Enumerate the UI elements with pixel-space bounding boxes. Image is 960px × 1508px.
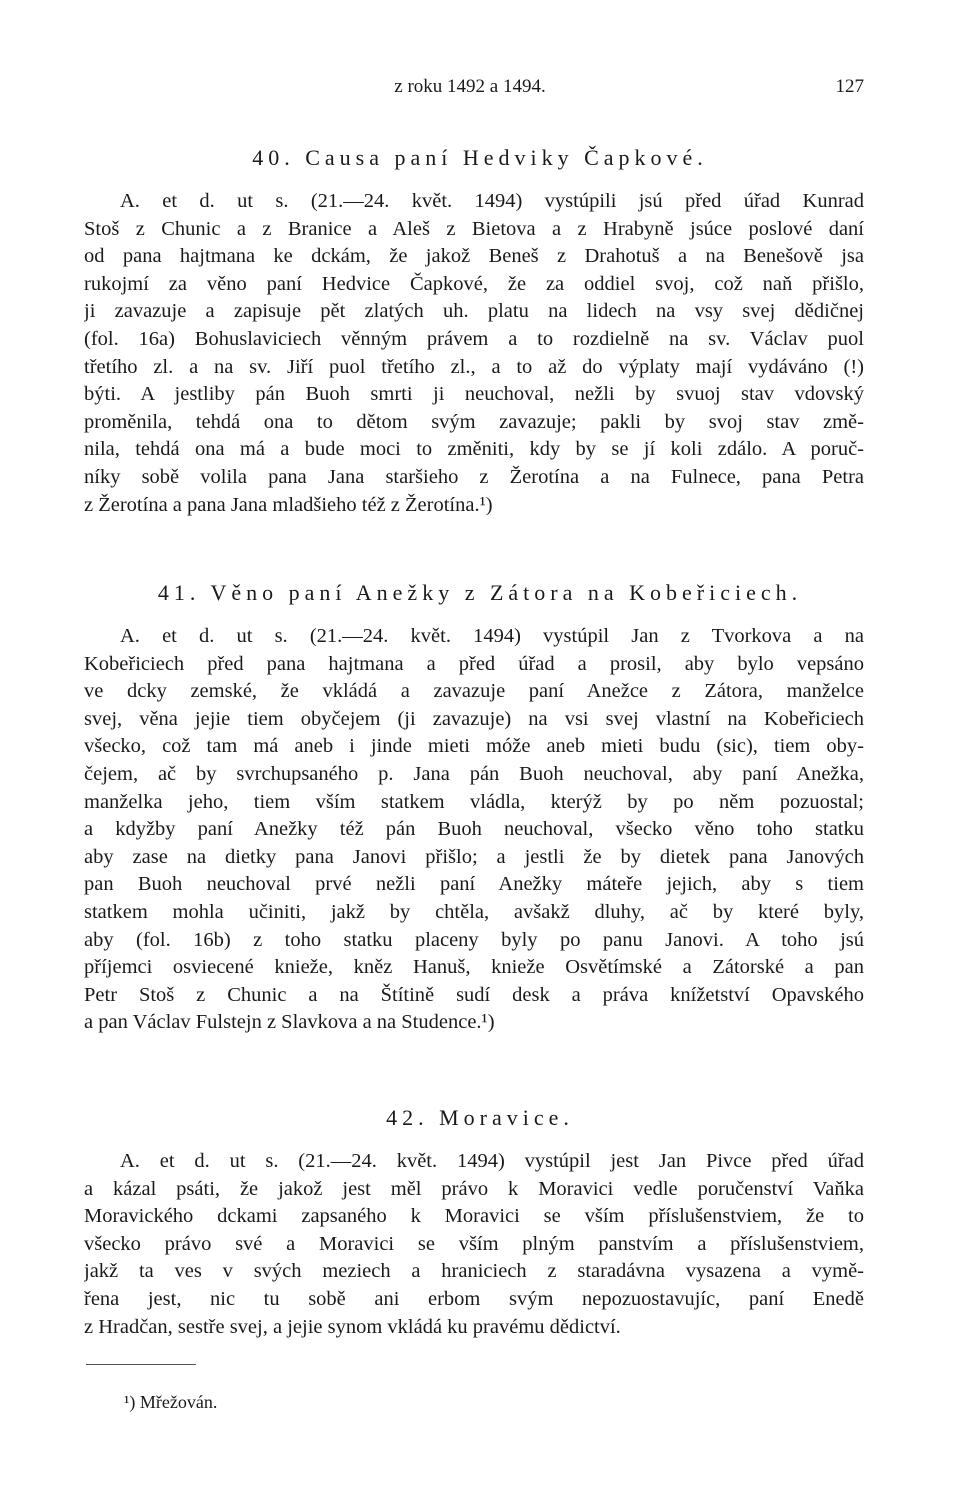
text-line: býti. A jestliby pán Buoh smrti ji neuchoval, nežli by svuoj stav vdovský bbox=[84, 383, 864, 406]
text-line: pan Buoh neuchoval prvé nežli paní Anežky mátеře jejich, aby s tiem bbox=[84, 873, 864, 896]
text-line: všecko, což tam má aneb i jinde mieti móže aneb mieti budu (sic), tiem oby- bbox=[84, 735, 864, 758]
footnote-text: Mřežován. bbox=[139, 1392, 218, 1412]
text-line: řena jest, nic tu sobě ani erbom svým nepozuostavujíc, paní Enedě bbox=[84, 1287, 864, 1310]
text-line: z Žerotína a pana Jana mladšieho též z Žerotína.¹) bbox=[84, 493, 493, 516]
footnote-rule bbox=[86, 1364, 196, 1365]
running-head bbox=[0, 76, 960, 106]
text-line: od pana hajtmana ke dckám, že jakož Beneš z Drahotuš a na Benešově jsa bbox=[84, 245, 864, 268]
text-line: jakž ta ves v svých meziech a hraniciech z staradávna vysazena a vymě- bbox=[84, 1260, 864, 1283]
text-line: statkem mohla učiniti, jakž by chtěla, avšakž dluhy, ač by které byly, bbox=[84, 900, 864, 923]
footnote bbox=[124, 1392, 217, 1413]
text-line: A. et d. ut s. (21.—24. květ. 1494) vystúpil jest Jan Pivce před úřad bbox=[120, 1150, 864, 1172]
text-line: třetího zl. a na sv. Jiří puol třetího zl., a to až do výplaty mají vydáváno (!) bbox=[84, 355, 864, 378]
text-line: A. et d. ut s. (21.—24. květ. 1494) vystúpil Jan z Tvorkova a na bbox=[120, 625, 864, 647]
text-line: a kdyžby paní Anežky též pán Buoh neuchoval, všecko věno toho statku bbox=[84, 818, 864, 841]
text-line: Stoš z Chunic a z Branice a Aleš z Bietova a z Hrabyně jsúce poslové daní bbox=[84, 217, 864, 240]
text-line: Moravického dckami zapsaného k Moravici se vším příslušenstviem, že to bbox=[84, 1205, 864, 1228]
footnote-marker: ¹) bbox=[124, 1392, 136, 1412]
text-line: čejem, ač by svrchupsaného p. Jana pán Buoh neuchoval, aby paní Anežka, bbox=[84, 762, 864, 785]
page-number: 127 bbox=[835, 76, 864, 97]
text-line: manželka jeho, tiem vším statkem vládla, kterýž by po něm pozuostal; bbox=[84, 790, 864, 813]
text-line: (fol. 16a) Bohuslaviciech věnným právem a to rozdielně na sv. Václav puol bbox=[84, 327, 864, 350]
text-line: a pan Václav Fulstejn z Slavkova a na Studence.¹) bbox=[84, 1011, 495, 1034]
section-body-41 bbox=[84, 623, 864, 1037]
running-title: z roku 1492 a 1494. bbox=[394, 76, 546, 97]
text-line: svej, věna jejie tiem obyčejem (ji zavazuje) na vsi svej vlastní na Kobeřiciech bbox=[84, 707, 864, 730]
section-body-42 bbox=[84, 1148, 864, 1341]
section-heading-42: 42. Moravice. bbox=[386, 1105, 574, 1130]
text-line: Petr Stoš z Chunic a na Štítině sudí desk a práva knížetství Opavského bbox=[84, 983, 864, 1006]
text-line: proměnila, tehdá ona to dětom svým zavazuje; pakli by svoj stav změ- bbox=[84, 410, 864, 433]
text-line: ve dcky zemské, že vkládá a zavazuje paní Anežce z Zátora, manželce bbox=[84, 680, 864, 703]
text-line: aby (fol. 16b) z toho statku placeny byly po panu Janovi. A toho jsú bbox=[84, 928, 864, 951]
section-body-40 bbox=[84, 188, 864, 519]
text-line: rukojmí za věno paní Hedvice Čapkové, že za oddiel svoj, což naň přišlo, bbox=[84, 272, 864, 295]
text-line: aby zase na dietky pana Janovi přišlo; a jestli že by dietek pana Janových bbox=[84, 845, 864, 868]
text-line: příjemci osviecené knieže, kněz Hanuš, knieže Osvětímské a Zátorské a pan bbox=[84, 956, 864, 979]
text-line: z Hradčan, sestře svej, a jejie synom vkládá ku pravému dědictví. bbox=[84, 1315, 621, 1338]
section-heading-41: 41. Věno paní Anežky z Zátora na Kobeřiciech. bbox=[157, 580, 803, 605]
text-line: níky sobě volila pana Jana staršieho z Žerotína a na Fulnece, pana Petra bbox=[84, 465, 864, 488]
text-line: ji zavazuje a zapisuje pět zlatých uh. platu na lidech na vsy svej dědičnej bbox=[84, 300, 864, 323]
text-line: všecko právo své a Moravici se vším plným panstvím a příslušenstviem, bbox=[84, 1232, 864, 1255]
text-line: A. et d. ut s. (21.—24. květ. 1494) vystúpili jsú před úřad Kunrad bbox=[120, 190, 864, 212]
section-heading-40: 40. Causa paní Hedviky Čapkové. bbox=[252, 145, 708, 170]
text-line: Kobeřiciech před pana hajtmana a před úřad a prosil, aby bylo vepsáno bbox=[84, 652, 864, 675]
text-line: a kázal psáti, že jakož jest měl právo k Moravici vedle poručenství Vaňka bbox=[84, 1177, 864, 1200]
text-line: nila, tehdá ona má a bude moci to změniti, kdy by se jí koli zdálo. A poruč- bbox=[84, 438, 864, 461]
